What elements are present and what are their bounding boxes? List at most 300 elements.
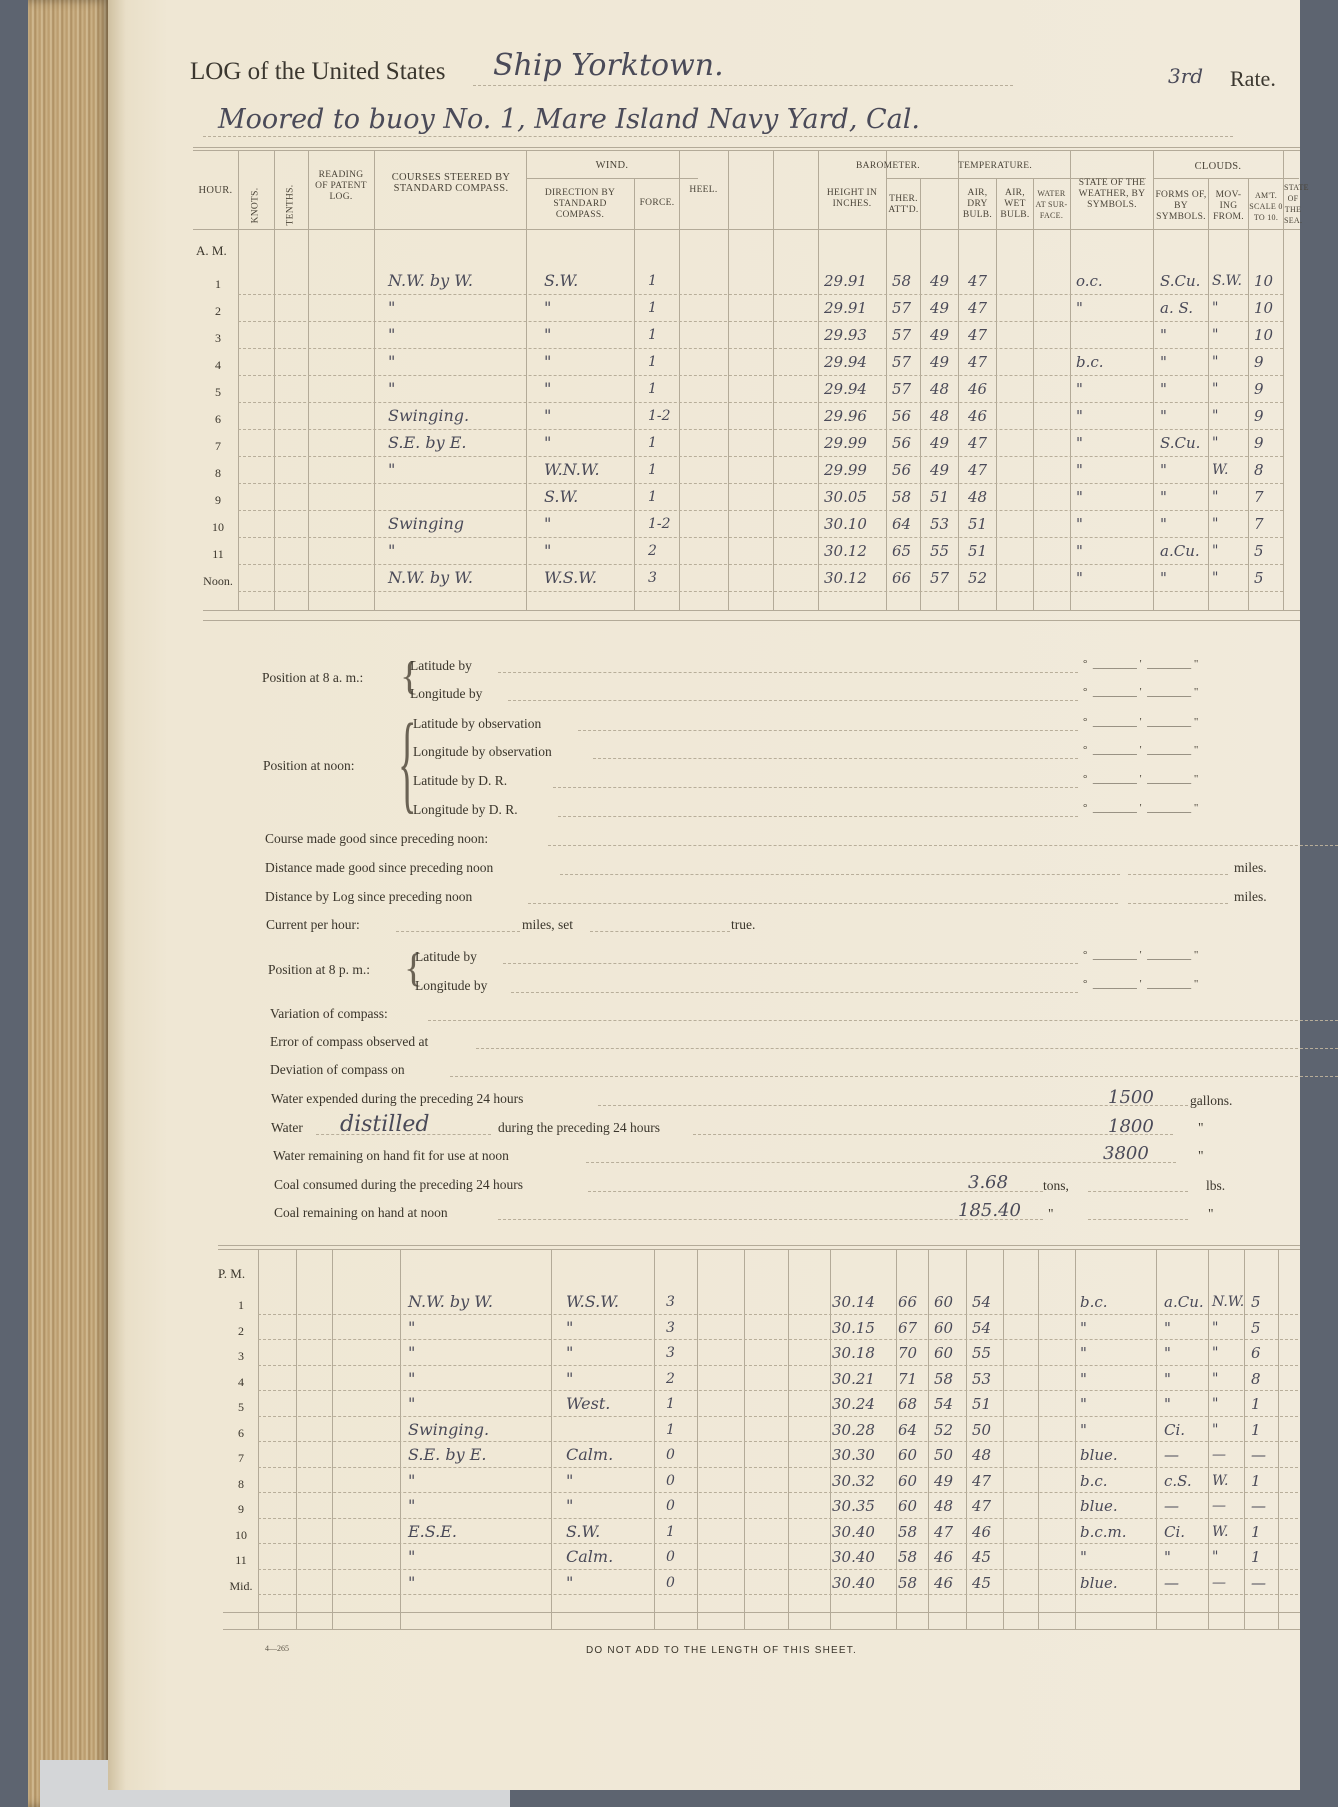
- am-cell-wet: 51: [968, 515, 988, 533]
- pm-cell-amount: 8: [1251, 1369, 1261, 1388]
- am-cell-amount: 8: [1254, 461, 1264, 479]
- am-cell-amount: 7: [1254, 515, 1264, 533]
- am-cell-ther: 64: [892, 515, 912, 533]
- pm-cell-course: ": [408, 1572, 416, 1592]
- am-cell-weather: ": [1076, 434, 1083, 452]
- col-air-dry: AIR, DRY BULB.: [962, 188, 993, 220]
- pm-cell-force: 3: [666, 1345, 675, 1361]
- pm-cell-force: 1: [666, 1523, 675, 1540]
- am-cell-forms: ": [1160, 380, 1167, 398]
- col-barometer: BAROMETER.: [856, 161, 920, 171]
- pm-cell-force: 1: [666, 1421, 675, 1438]
- col-wind-force: FORCE.: [639, 198, 675, 208]
- pm-cell-weather: b.c.m.: [1080, 1522, 1127, 1541]
- pm-cell-dir: ": [566, 1343, 574, 1362]
- coordinate-field: ° ________ ' ________ ": [1083, 802, 1199, 814]
- am-cell-moving: ": [1212, 354, 1219, 370]
- pm-cell-amount: 5: [1251, 1293, 1261, 1311]
- pm-cell-amount: 6: [1251, 1344, 1261, 1362]
- coal-remaining-ditto: ": [1048, 1206, 1054, 1221]
- pm-cell-wet: 48: [972, 1446, 992, 1464]
- am-cell-weather: ": [1076, 515, 1083, 533]
- pm-cell-moving: ": [1212, 1549, 1219, 1565]
- coordinate-field: ° ________ ' ________ ": [1083, 773, 1199, 785]
- am-cell-weather: b.c.: [1076, 353, 1104, 371]
- pm-hour-label: 6: [238, 1425, 244, 1440]
- am-cell-force: 1: [648, 435, 657, 451]
- pm-cell-weather: blue.: [1080, 1573, 1118, 1592]
- pm-cell-dry: 49: [934, 1471, 954, 1490]
- pm-cell-course: ": [408, 1317, 416, 1337]
- col-heel: HEEL.: [689, 185, 718, 195]
- am-cell-ther: 57: [892, 353, 912, 371]
- am-cell-height: 29.94: [824, 353, 867, 371]
- am-cell-amount: 9: [1254, 353, 1264, 371]
- am-cell-course: ": [388, 460, 396, 479]
- pm-cell-forms: —: [1164, 1573, 1179, 1592]
- pm-cell-dry: 52: [934, 1420, 954, 1439]
- pm-cell-weather: ": [1080, 1369, 1087, 1388]
- pm-cell-dry: 47: [934, 1522, 954, 1541]
- am-cell-dir: ": [544, 325, 552, 344]
- coordinate-field: ° ________ ' ________ ": [1083, 978, 1199, 990]
- am-cell-weather: ": [1076, 569, 1083, 587]
- pm-cell-dir: ": [566, 1496, 574, 1515]
- pm-cell-ther: 60: [898, 1446, 918, 1464]
- am-cell-weather: ": [1076, 488, 1083, 506]
- coal-consumed-tons: tons,: [1043, 1178, 1069, 1193]
- am-cell-force: 1: [648, 489, 657, 505]
- am-cell-ther: 57: [892, 326, 912, 344]
- pos8am-label: Position at 8 a. m.:: [262, 670, 364, 685]
- am-cell-course: ": [388, 541, 396, 560]
- col-clouds: CLOUDS.: [1194, 161, 1242, 172]
- pm-cell-ther: 60: [898, 1471, 918, 1490]
- pm-cell-course: S.E. by E.: [408, 1445, 487, 1464]
- am-cell-height: 30.12: [824, 569, 867, 587]
- pm-hour-label: 3: [238, 1349, 244, 1363]
- pm-cell-wet: 55: [972, 1344, 992, 1362]
- am-label: A. M.: [196, 243, 227, 258]
- pm-cell-wet: 46: [972, 1522, 992, 1541]
- title-prefix: LOG of the United States: [190, 58, 446, 85]
- water-distilled-word: distilled: [340, 1112, 430, 1137]
- am-cell-course: ": [388, 298, 396, 317]
- pm-cell-dry: 48: [934, 1497, 954, 1515]
- am-cell-height: 30.05: [824, 488, 867, 506]
- am-cell-ther: 58: [892, 272, 912, 290]
- pm-cell-ther: 67: [898, 1318, 918, 1337]
- coal-consumed-label: Coal consumed during the preceding 24 hours: [274, 1177, 523, 1192]
- pm-cell-weather: b.c.: [1080, 1471, 1108, 1490]
- am-cell-amount: 9: [1254, 380, 1264, 398]
- coordinate-field: ° ________ ' ________ ": [1083, 658, 1199, 670]
- am-cell-wet: 47: [968, 353, 988, 371]
- pm-cell-amount: 5: [1251, 1318, 1261, 1337]
- am-cell-weather: ": [1076, 380, 1083, 398]
- coordinate-field: ° ________ ' ________ ": [1083, 686, 1199, 698]
- am-cell-amount: 10: [1254, 299, 1274, 317]
- coal-consumed-lbs: lbs.: [1206, 1178, 1226, 1193]
- pm-cell-dry: 58: [934, 1369, 954, 1388]
- posnoon-lat-dr-label: Latitude by D. R.: [413, 773, 508, 788]
- am-cell-moving: ": [1212, 327, 1219, 343]
- pm-cell-wet: 51: [972, 1395, 992, 1413]
- am-cell-moving: S.W.: [1212, 273, 1242, 289]
- pm-cell-weather: ": [1080, 1548, 1087, 1566]
- pm-cell-force: 1: [666, 1396, 675, 1412]
- pm-cell-ther: 64: [898, 1420, 918, 1439]
- am-cell-dir: ": [544, 379, 552, 398]
- pm-cell-height: 30.40: [832, 1548, 875, 1566]
- am-cell-forms: ": [1160, 488, 1167, 506]
- pm-label: P. M.: [218, 1266, 246, 1281]
- posnoon-lon-obs-label: Longitude by observation: [413, 744, 552, 759]
- pm-cell-course: Swinging.: [408, 1419, 490, 1439]
- coordinate-field: ° ________ ' ________ ": [1083, 949, 1199, 961]
- am-cell-wet: 52: [968, 569, 988, 587]
- pm-cell-wet: 54: [972, 1293, 992, 1311]
- pm-cell-moving: ": [1212, 1421, 1219, 1438]
- pm-hour-label: 5: [238, 1400, 244, 1414]
- pm-cell-forms: —: [1164, 1446, 1179, 1464]
- dist-good-label: Distance made good since preceding noon: [265, 860, 494, 875]
- am-cell-dir: ": [544, 433, 552, 452]
- pm-cell-force: 3: [666, 1319, 675, 1336]
- pm-cell-height: 30.30: [832, 1446, 875, 1464]
- pm-cell-wet: 47: [972, 1471, 992, 1490]
- pm-cell-forms: Ci.: [1164, 1522, 1186, 1541]
- am-cell-course: ": [388, 379, 396, 398]
- pm-cell-ther: 58: [898, 1548, 918, 1566]
- water-label: Water: [271, 1120, 303, 1135]
- am-cell-height: 30.10: [824, 515, 867, 533]
- current-miles-set: miles, set: [522, 917, 573, 932]
- pm-cell-height: 30.21: [832, 1369, 875, 1388]
- pm-cell-height: 30.15: [832, 1318, 875, 1337]
- pm-cell-dir: Calm.: [566, 1547, 614, 1566]
- pm-cell-course: ": [408, 1343, 416, 1362]
- am-hour-label: 7: [215, 439, 221, 453]
- pm-cell-wet: 54: [972, 1318, 992, 1337]
- pm-cell-dry: 60: [934, 1293, 954, 1311]
- pm-cell-wet: 45: [972, 1573, 992, 1592]
- col-sea: STATE OF THE SEA.: [1284, 183, 1309, 225]
- am-cell-wet: 47: [968, 272, 988, 290]
- error-label: Error of compass observed at: [270, 1034, 429, 1049]
- am-cell-weather: o.c.: [1076, 272, 1103, 290]
- col-cloud-moving: MOV- ING FROM.: [1213, 190, 1244, 222]
- am-cell-moving: ": [1212, 435, 1219, 451]
- am-hour-label: 5: [215, 385, 221, 399]
- pm-cell-height: 30.14: [832, 1293, 875, 1311]
- pm-cell-dir: Calm.: [566, 1445, 614, 1464]
- pm-cell-moving: ": [1212, 1345, 1219, 1361]
- am-cell-dry: 55: [930, 542, 950, 560]
- pm-cell-ther: 68: [898, 1395, 918, 1413]
- current-true: true.: [731, 917, 756, 932]
- pm-cell-ther: 58: [898, 1573, 918, 1592]
- pm-cell-force: 0: [666, 1498, 675, 1514]
- pos8pm-lat-label: Latitude by: [415, 949, 477, 964]
- pm-cell-amount: —: [1251, 1573, 1266, 1592]
- pm-cell-moving: —: [1212, 1498, 1226, 1514]
- am-cell-moving: ": [1212, 543, 1219, 559]
- am-cell-dir: W.S.W.: [544, 568, 597, 587]
- pm-cell-forms: ": [1164, 1318, 1171, 1337]
- am-cell-moving: ": [1212, 381, 1219, 397]
- am-cell-forms: S.Cu.: [1160, 272, 1201, 290]
- am-cell-amount: 9: [1254, 434, 1264, 452]
- am-cell-forms: ": [1160, 353, 1167, 371]
- am-cell-amount: 10: [1254, 326, 1274, 344]
- am-cell-moving: ": [1212, 516, 1219, 532]
- coordinate-field: ° ________ ' ________ ": [1083, 716, 1199, 728]
- am-cell-amount: 5: [1254, 569, 1264, 587]
- pos8pm-lon-label: Longitude by: [415, 978, 488, 993]
- pm-cell-dir: ": [566, 1572, 574, 1592]
- am-cell-amount: 10: [1254, 272, 1274, 290]
- pm-cell-moving: —: [1212, 1574, 1226, 1591]
- coal-remaining-value: 185.40: [958, 1200, 1021, 1221]
- pm-cell-height: 30.40: [832, 1522, 875, 1541]
- dist-good-miles: miles.: [1234, 860, 1267, 875]
- pm-cell-dir: S.W.: [566, 1521, 601, 1541]
- am-cell-dry: 49: [930, 434, 950, 452]
- col-hour: HOUR.: [198, 185, 233, 196]
- am-cell-dry: 48: [930, 407, 950, 425]
- pm-hour-label: 4: [238, 1374, 244, 1389]
- am-cell-force: 1: [648, 300, 657, 316]
- am-cell-amount: 5: [1254, 542, 1264, 560]
- pm-cell-dry: 60: [934, 1344, 954, 1362]
- am-cell-forms: ": [1160, 461, 1167, 479]
- pm-hour-label: 1: [238, 1298, 244, 1312]
- rate-value: 3rd: [1168, 64, 1204, 88]
- am-hour-label: Noon.: [203, 574, 233, 588]
- am-cell-dry: 53: [930, 515, 950, 533]
- pm-cell-weather: blue.: [1080, 1497, 1118, 1515]
- dist-log-miles: miles.: [1234, 889, 1267, 904]
- pm-cell-dry: 54: [934, 1395, 954, 1413]
- pm-cell-dir: ": [566, 1368, 574, 1388]
- am-cell-force: 1: [648, 354, 657, 370]
- am-cell-force: 1: [648, 381, 657, 397]
- am-cell-weather: ": [1076, 299, 1083, 317]
- pm-cell-amount: 1: [1251, 1395, 1261, 1413]
- am-cell-wet: 47: [968, 434, 988, 452]
- am-cell-force: 2: [648, 543, 657, 559]
- am-cell-height: 30.12: [824, 542, 867, 560]
- col-courses: COURSES STEERED BY STANDARD COMPASS.: [391, 172, 511, 194]
- coal-remaining-ditto-2: ": [1208, 1206, 1214, 1221]
- pm-cell-amount: 1: [1251, 1471, 1261, 1490]
- am-cell-dry: 57: [930, 569, 950, 587]
- pm-cell-weather: b.c.: [1080, 1293, 1108, 1311]
- am-cell-course: S.E. by E.: [388, 433, 467, 452]
- col-baro-ther: THER. ATT'D.: [888, 194, 919, 215]
- am-cell-course: ": [388, 325, 396, 344]
- am-cell-wet: 47: [968, 326, 988, 344]
- pm-cell-weather: ": [1080, 1420, 1087, 1439]
- pm-cell-weather: ": [1080, 1318, 1087, 1337]
- am-cell-force: 1-2: [648, 408, 671, 424]
- am-cell-dry: 49: [930, 272, 950, 290]
- pm-cell-forms: ": [1164, 1395, 1171, 1413]
- pm-cell-moving: ": [1212, 1396, 1219, 1412]
- pm-cell-moving: W.: [1212, 1472, 1229, 1489]
- pm-cell-ther: 71: [898, 1369, 918, 1388]
- am-hour-label: 11: [212, 547, 224, 561]
- pm-hour-label: 9: [238, 1502, 244, 1516]
- course-good-label: Course made good since preceding noon:: [265, 831, 489, 846]
- pm-cell-amount: —: [1251, 1446, 1266, 1464]
- pm-cell-weather: ": [1080, 1395, 1087, 1413]
- am-cell-dry: 49: [930, 299, 950, 317]
- pm-cell-force: 0: [666, 1574, 675, 1591]
- am-cell-forms: a. S.: [1160, 299, 1193, 317]
- pm-cell-moving: ": [1212, 1370, 1219, 1387]
- am-cell-dry: 49: [930, 326, 950, 344]
- am-cell-forms: ": [1160, 407, 1167, 425]
- pm-cell-forms: ": [1164, 1369, 1171, 1388]
- am-cell-moving: ": [1212, 570, 1219, 586]
- posnoon-lon-dr-label: Longitude by D. R.: [413, 802, 518, 817]
- am-cell-ther: 56: [892, 461, 912, 479]
- pm-cell-height: 30.28: [832, 1420, 875, 1439]
- col-cloud-amount: AM'T. SCALE 0 TO 10.: [1249, 191, 1283, 222]
- pm-cell-dry: 60: [934, 1318, 954, 1337]
- pm-cell-moving: ": [1212, 1319, 1219, 1336]
- col-knots: KNOTS.: [250, 187, 261, 224]
- col-wind: WIND.: [595, 160, 629, 171]
- water-expended-value: 1500: [1108, 1087, 1154, 1108]
- am-cell-dir: S.W.: [544, 271, 579, 290]
- water-remaining-ditto: ": [1198, 1148, 1204, 1163]
- am-cell-dir: ": [544, 298, 552, 317]
- am-cell-forms: S.Cu.: [1160, 434, 1201, 452]
- am-cell-forms: a.Cu.: [1160, 542, 1200, 560]
- am-cell-wet: 47: [968, 299, 988, 317]
- am-cell-wet: 46: [968, 380, 988, 398]
- am-cell-force: 1-2: [648, 516, 671, 532]
- pm-cell-ther: 60: [898, 1497, 918, 1515]
- pm-cell-course: N.W. by W.: [408, 1292, 493, 1311]
- pm-cell-weather: ": [1080, 1344, 1087, 1362]
- am-cell-dir: ": [544, 406, 552, 425]
- am-cell-height: 29.94: [824, 380, 867, 398]
- am-cell-ther: 56: [892, 434, 912, 452]
- am-cell-wet: 48: [968, 488, 988, 506]
- col-temperature: TEMPERATURE.: [957, 161, 1033, 171]
- pm-cell-moving: W.: [1212, 1523, 1229, 1540]
- pm-cell-course: ": [408, 1368, 416, 1388]
- am-cell-force: 1: [648, 462, 657, 478]
- am-cell-wet: 47: [968, 461, 988, 479]
- pm-hour-label: 10: [235, 1527, 247, 1542]
- am-cell-course: Swinging.: [388, 406, 470, 425]
- pm-cell-moving: N.W.: [1212, 1294, 1245, 1310]
- am-hour-label: 6: [215, 412, 221, 426]
- pm-cell-wet: 47: [972, 1497, 992, 1515]
- am-hour-label: 2: [215, 304, 221, 318]
- am-cell-weather: ": [1076, 542, 1083, 560]
- book-page-edges: [28, 0, 110, 1807]
- pm-cell-forms: ": [1164, 1344, 1171, 1362]
- pm-cell-amount: —: [1251, 1497, 1266, 1515]
- pm-cell-amount: 1: [1251, 1420, 1261, 1439]
- am-cell-height: 29.91: [824, 299, 867, 317]
- col-wind-direction: DIRECTION BY STANDARD COMPASS.: [544, 188, 616, 220]
- am-cell-course: N.W. by W.: [388, 271, 473, 290]
- col-air-wet: AIR, WET BULB.: [1000, 188, 1030, 220]
- current-label: Current per hour:: [266, 917, 360, 932]
- am-cell-course: N.W. by W.: [388, 568, 473, 587]
- col-water-surface: WATER AT SUR- FACE.: [1035, 189, 1068, 220]
- am-hour-label: 1: [215, 277, 221, 291]
- am-cell-dry: 49: [930, 461, 950, 479]
- pm-cell-height: 30.18: [832, 1344, 875, 1362]
- coordinate-field: ° ________ ' ________ ": [1083, 744, 1199, 756]
- pm-cell-dir: ": [566, 1317, 574, 1337]
- col-baro-height: HEIGHT IN INCHES.: [826, 188, 878, 209]
- am-cell-forms: ": [1160, 515, 1167, 533]
- am-cell-moving: ": [1212, 300, 1219, 316]
- am-hour-label: 8: [215, 466, 221, 480]
- pm-cell-forms: Ci.: [1164, 1420, 1186, 1439]
- pm-cell-ther: 70: [898, 1344, 918, 1362]
- col-tenths: TENTHS.: [285, 184, 296, 226]
- am-hour-label: 4: [215, 358, 221, 372]
- pm-cell-force: 2: [666, 1370, 675, 1387]
- pm-cell-wet: 53: [972, 1369, 992, 1388]
- am-cell-course: Swinging: [388, 514, 464, 533]
- posnoon-lat-obs-label: Latitude by observation: [413, 716, 542, 731]
- pm-hour-label: 11: [235, 1553, 247, 1567]
- pm-cell-height: 30.24: [832, 1395, 875, 1413]
- pm-cell-forms: ": [1164, 1548, 1171, 1566]
- am-cell-height: 29.96: [824, 407, 867, 425]
- water-remaining-value: 3800: [1103, 1143, 1149, 1164]
- am-cell-force: 3: [648, 570, 657, 586]
- am-cell-wet: 51: [968, 542, 988, 560]
- pm-hour-label: 2: [238, 1323, 244, 1338]
- pos8am-lon-label: Longitude by: [410, 686, 483, 701]
- pm-hour-label: 7: [238, 1451, 244, 1465]
- pm-cell-dir: West.: [566, 1394, 611, 1413]
- pm-cell-dry: 46: [934, 1573, 954, 1592]
- col-weather: STATE OF THE WEATHER, BY SYMBOLS.: [1078, 178, 1146, 210]
- am-cell-course: ": [388, 352, 396, 371]
- pm-cell-dir: ": [566, 1470, 574, 1490]
- water-distilled-value: 1800: [1108, 1116, 1154, 1137]
- am-cell-height: 29.93: [824, 326, 867, 344]
- pm-cell-forms: c.S.: [1164, 1471, 1192, 1490]
- pm-cell-course: ": [408, 1547, 416, 1566]
- am-cell-ther: 56: [892, 407, 912, 425]
- rate-label: Rate.: [1230, 66, 1276, 91]
- pm-hour-label: 8: [238, 1476, 244, 1491]
- am-cell-moving: ": [1212, 489, 1219, 505]
- pm-cell-wet: 50: [972, 1420, 992, 1439]
- coal-remaining-label: Coal remaining on hand at noon: [274, 1205, 448, 1220]
- dist-log-label: Distance by Log since preceding noon: [265, 889, 473, 904]
- pm-cell-force: 0: [666, 1472, 675, 1489]
- am-cell-amount: 9: [1254, 407, 1264, 425]
- ship-name: Ship Yorktown.: [493, 48, 724, 83]
- pm-cell-amount: 1: [1251, 1522, 1261, 1541]
- pm-cell-course: ": [408, 1496, 416, 1515]
